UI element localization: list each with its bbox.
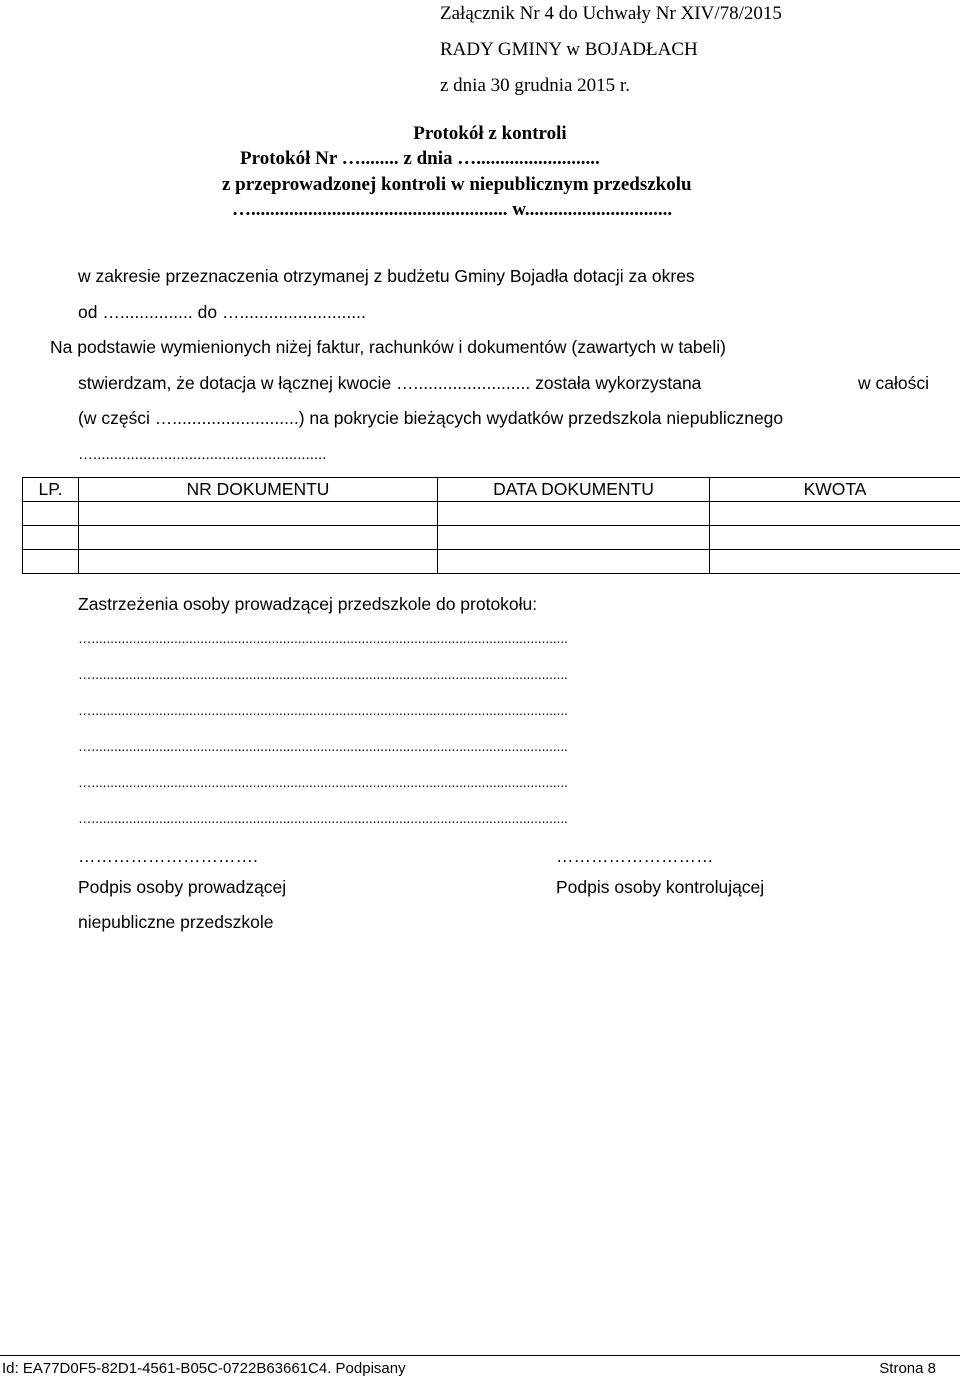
signature-right-label: Podpis osoby kontrolującej xyxy=(556,877,765,897)
kindergarten-name-line: …...................................................... w............................... xyxy=(232,199,673,220)
signature-right-dots: ……………………… xyxy=(556,846,714,866)
attachment-header-line: Załącznik Nr 4 do Uchwały Nr XIV/78/2015 xyxy=(440,3,782,24)
table-cell xyxy=(79,526,438,550)
table-row xyxy=(23,502,960,526)
table-cell xyxy=(79,502,438,526)
protocol-subject-line: z przeprowadzonej kontroli w niepublicznym przedszkolu xyxy=(222,174,692,195)
table-cell xyxy=(23,526,79,550)
statement-line: stwierdzam, że dotacja w łącznej kwocie …........................ została wykorzystana xyxy=(78,373,702,393)
trailing-dots: …........................................................ xyxy=(78,446,327,463)
table-cell xyxy=(79,550,438,574)
scope-line: w zakresie przeznaczenia otrzymanej z budżetu Gminy Bojadła dotacji za okres xyxy=(78,266,695,286)
protocol-title: Protokół z kontroli xyxy=(413,123,567,144)
table-cell xyxy=(23,550,79,574)
header-amount: KWOTA xyxy=(710,478,960,502)
signature-left-dots: …………………………. xyxy=(78,846,258,866)
remarks-line: …............................................................................................................................... xyxy=(78,739,568,754)
table-cell xyxy=(438,550,710,574)
table-header-row xyxy=(23,478,960,502)
table-cell xyxy=(710,526,960,550)
table-cell xyxy=(23,502,79,526)
resolution-date: z dnia 30 grudnia 2015 r. xyxy=(440,75,630,96)
footer-divider xyxy=(0,1355,960,1356)
remarks-line: …............................................................................................................................... xyxy=(78,631,568,646)
remarks-label: Zastrzeżenia osoby prowadzącej przedszkole do protokołu: xyxy=(78,594,538,614)
remarks-line: …............................................................................................................................... xyxy=(78,667,568,682)
footer-page-number: Strona 8 xyxy=(879,1360,936,1377)
documents-table xyxy=(22,477,960,574)
footer-document-id: Id: EA77D0F5-82D1-4561-B05C-0722B63661C4. Podpisany xyxy=(2,1360,406,1377)
usage-line: (w części …..........................) na pokrycie bieżących wydatków przedszkola niepublicznego xyxy=(78,408,784,428)
table-row xyxy=(23,526,960,550)
table-cell xyxy=(710,550,960,574)
remarks-line: …............................................................................................................................... xyxy=(78,775,568,790)
remarks-line: …............................................................................................................................... xyxy=(78,811,568,826)
signature-left-label: Podpis osoby prowadzącej xyxy=(78,877,287,897)
remarks-line: …............................................................................................................................... xyxy=(78,703,568,718)
header-document-date: DATA DOKUMENTU xyxy=(438,478,710,502)
council-name: RADY GMINY w BOJADŁACH xyxy=(440,39,698,60)
header-lp: LP. xyxy=(23,478,79,502)
table-cell xyxy=(438,526,710,550)
period-line: od …............... do ….......................... xyxy=(78,302,366,322)
table-row xyxy=(23,550,960,574)
signature-left-label-2: niepubliczne przedszkole xyxy=(78,912,274,932)
basis-line: Na podstawie wymienionych niżej faktur, rachunków i dokumentów (zawartych w tabeli) xyxy=(50,337,726,357)
header-document-number: NR DOKUMENTU xyxy=(79,478,438,502)
statement-line-end: w całości xyxy=(858,373,929,393)
table-cell xyxy=(438,502,710,526)
protocol-number-line: Protokół Nr …........ z dnia ….......................... xyxy=(240,148,600,169)
table-cell xyxy=(710,502,960,526)
